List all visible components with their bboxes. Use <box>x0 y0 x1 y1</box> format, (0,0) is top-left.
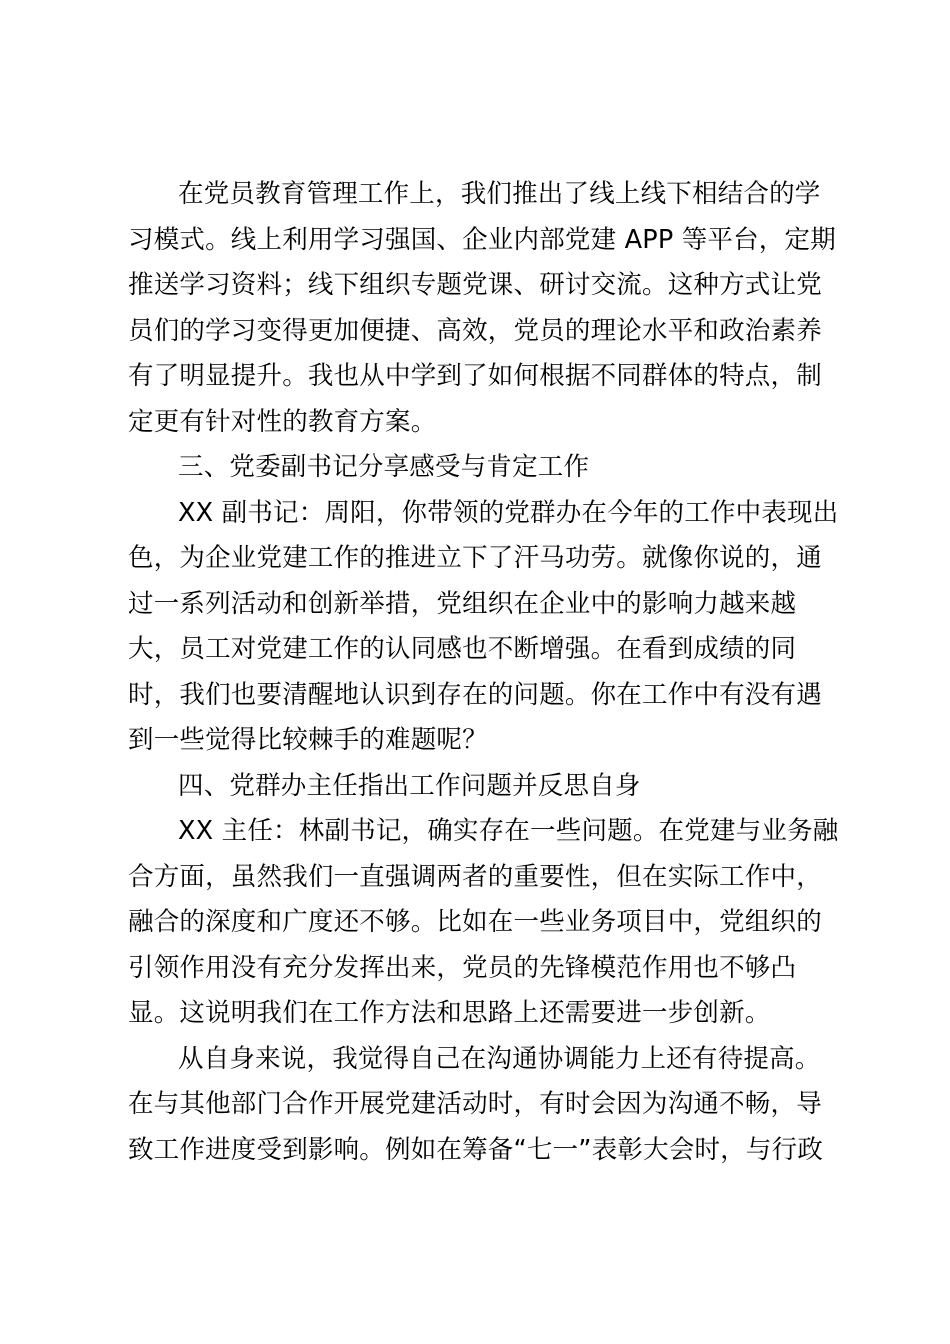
text-line: 员们的学习变得更加便捷、高效，党员的理论水平和政治素养 <box>128 315 822 346</box>
section-heading: 四、党群办主任指出工作问题并反思自身 <box>178 770 641 801</box>
text-line: 大，员工对党建工作的认同感也不断增强。在看到成绩的同 <box>128 634 797 664</box>
text-line: 到一些觉得比较棘手的难题呢？ <box>128 725 488 755</box>
text-line: XX 副书记：周阳，你带领的党群办在今年的工作中表现出 <box>178 497 839 528</box>
text-line: 从自身来说，我觉得自己在沟通协调能力上还有待提高。 <box>178 1043 821 1074</box>
text-line: 在党员教育管理工作上，我们推出了线上线下相结合的学 <box>178 179 821 209</box>
text-line: 致工作进度受到影响。例如在筹备“七一”表彰大会时，与行政 <box>128 1134 824 1165</box>
document-body <box>128 172 838 1173</box>
text-line: 融合的深度和广度还不够。比如在一些业务项目中，党组织的 <box>128 907 822 937</box>
text-line: 有了明显提升。我也从中学到了如何根据不同群体的特点，制 <box>128 361 822 391</box>
text-line: 定更有针对性的教育方案。 <box>128 406 437 437</box>
text-line: 显。这说明我们在工作方法和思路上还需要进一步创新。 <box>128 998 771 1028</box>
text-line: 在与其他部门合作开展党建活动时，有时会因为沟通不畅，导 <box>128 1089 822 1119</box>
text-line: 时，我们也要清醒地认识到存在的问题。你在工作中有没有遇 <box>128 679 822 710</box>
section-heading: 三、党委副书记分享感受与肯定工作 <box>178 452 590 482</box>
text-line: 推送学习资料；线下组织专题党课、研讨交流。这种方式让党 <box>128 270 822 300</box>
text-line: 合方面，虽然我们一直强调两者的重要性，但在实际工作中， <box>128 861 822 892</box>
text-line: 色，为企业党建工作的推进立下了汗马功劳。就像你说的，通 <box>128 543 822 573</box>
text-line: 引领作用没有充分发挥出来，党员的先锋模范作用也不够凸 <box>128 952 797 983</box>
text-line: 习模式。线上利用学习强国、企业内部党建 APP 等平台，定期 <box>128 224 836 255</box>
text-line: 过一系列活动和创新举措，党组织在企业中的影响力越来越 <box>128 588 797 619</box>
text-line: XX 主任：林副书记，确实存在一些问题。在党建与业务融 <box>178 816 839 846</box>
